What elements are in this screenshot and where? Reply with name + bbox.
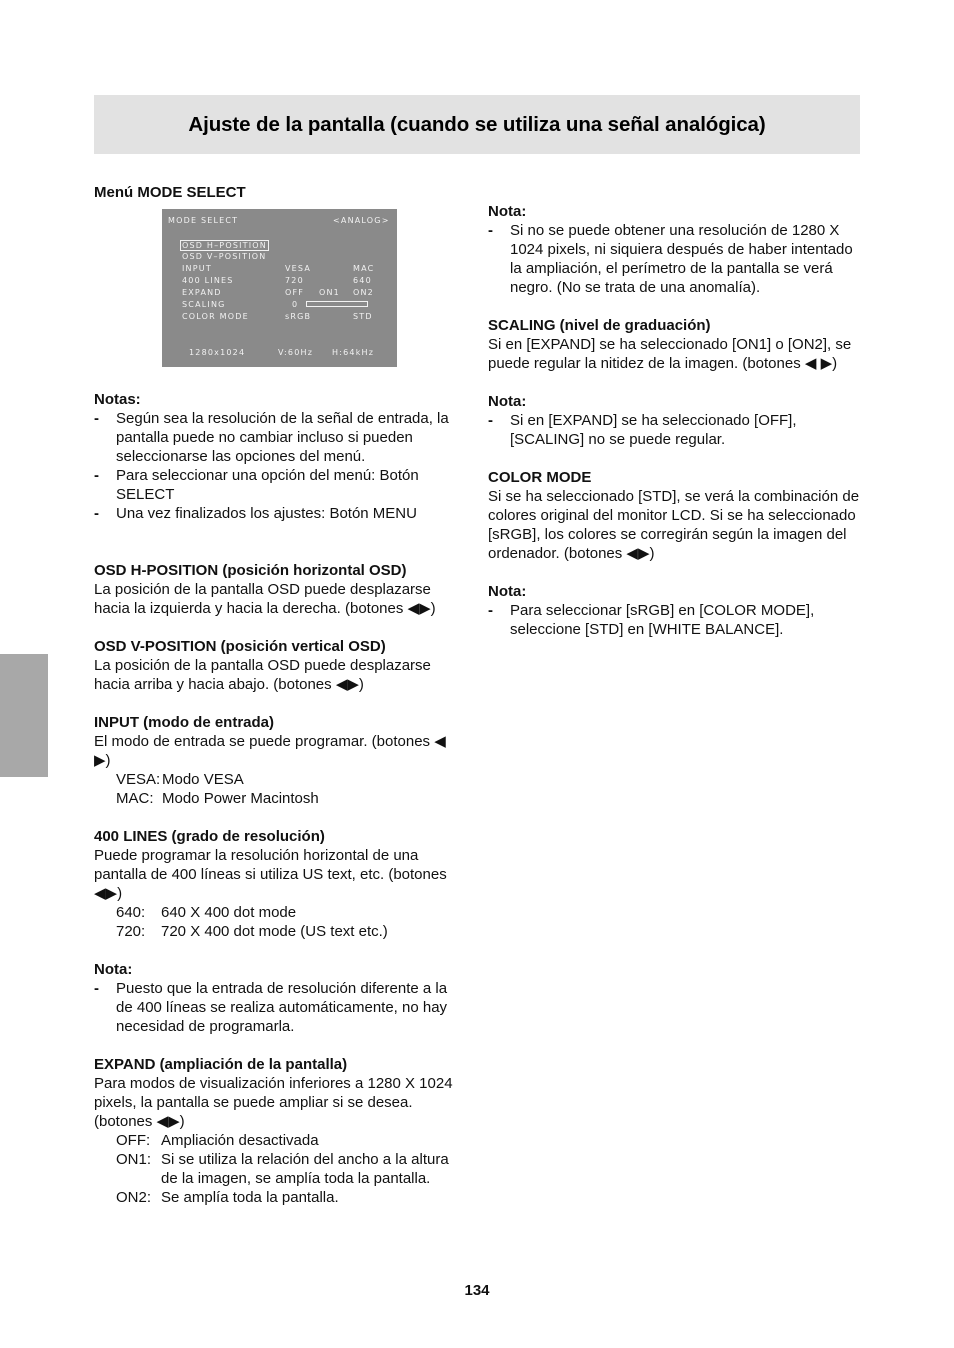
osd-value: 720 [285,276,304,285]
list-item: - Para seleccionar una opción del menú: Botón SELECT [94,467,419,503]
list-item: - Según sea la resolución de la señal de entrada, la pantalla puede no cambiar incluso si pueden seleccionarse las opciones del menú. [94,410,449,465]
color-mode-heading: COLOR MODE [488,469,592,486]
osd-value: VESA [285,264,312,273]
definition-row: ON1: Si se utiliza la relación del ancho a la altura de la imagen, se amplía toda la pantalla. [116,1151,449,1187]
title-bar [94,95,860,154]
osd-item: INPUT [182,264,212,273]
osd-footer-resolution: 1280x1024 [189,348,246,357]
osd-item: SCALING [182,300,226,309]
list-item: - Una vez finalizados los ajustes: Botón MENU [94,505,417,522]
nota-heading: Nota: [488,583,527,600]
osd-item: OSD V–POSITION [182,252,267,261]
scaling-text: Si en [EXPAND] se ha seleccionado [ON1] o [ON2], se puede regular la nitidez de la imagen. (botones ◀ ▶) [488,336,852,372]
osd-v-heading: OSD V-POSITION (posición vertical OSD) [94,638,386,655]
list-item: - Para seleccionar [sRGB] en [COLOR MODE], seleccione [STD] en [WHITE BALANCE]. [488,602,815,638]
osd-footer-vfreq: V:60Hz [278,348,314,357]
list-item: - Puesto que la entrada de resolución diferente a la de 400 líneas se realiza automáticamente, no hay necesidad de programarla. [94,980,448,1035]
input-heading: INPUT (modo de entrada) [94,714,275,731]
section-tab [0,654,48,777]
page-number: 134 [464,1282,490,1299]
osd-menu-image [162,209,397,367]
osd-item: COLOR MODE [182,312,249,321]
expand-heading: EXPAND (ampliación de la pantalla) [94,1056,348,1073]
definition-row: ON2: Se amplía toda la pantalla. [116,1189,339,1206]
definition-row: MAC: Modo Power Macintosh [116,790,319,807]
osd-value: 0 [292,300,299,309]
osd-value: STD [353,312,373,321]
osd-item-selected: OSD H–POSITION [182,241,267,250]
osd-footer-hfreq: H:64kHz [332,348,375,357]
osd-value: 640 [353,276,372,285]
scaling-heading: SCALING (nivel de graduación) [488,317,711,334]
osd-header-right: <ANALOG> [333,216,390,225]
osd-item: 400 LINES [182,276,234,285]
definition-row: 640: 640 X 400 dot mode [116,904,297,921]
osd-scaling-bar [306,301,368,307]
lines-text: Puede programar la resolución horizontal de una pantalla de 400 líneas si utiliza US text, etc. (botones ◀▶) [94,847,447,902]
nota-heading: Nota: [94,961,133,978]
color-mode-text: Si se ha seleccionado [STD], se verá la combinación de colores original del monitor LCD. Si se ha seleccionado [sRGB], los colores se corregirán según la imagen del ordenador. (botones ◀▶) [488,488,860,562]
notas-heading: Notas: [94,391,141,408]
list-item: - Si no se puede obtener una resolución de 1280 X 1024 pixels, ni siquiera después de haber intentado la ampliación, el perímetro de la pantalla se verá negro. (No se trata de una anomalía). [488,222,853,296]
right-column [488,202,862,639]
list-item: - Si en [EXPAND] se ha seleccionado [OFF], [SCALING] no se puede regular. [488,412,797,448]
osd-h-heading: OSD H-POSITION (posición horizontal OSD) [94,562,407,579]
nota-heading: Nota: [488,393,527,410]
osd-value: OFF [285,288,305,297]
menu-heading: Menú MODE SELECT [94,184,246,201]
osd-value: sRGB [285,312,312,321]
definition-row: VESA: Modo VESA [116,771,244,788]
nota-heading: Nota: [488,203,527,220]
page-title: Ajuste de la pantalla (cuando se utiliza una señal analógica) [188,113,766,136]
left-column [94,183,466,1207]
definition-row: 720: 720 X 400 dot mode (US text etc.) [116,923,388,940]
osd-value: ON2 [353,288,374,297]
expand-text: Para modos de visualización inferiores a 1280 X 1024 pixels, la pantalla se puede ampliar si se desea. (botones ◀▶) [94,1075,453,1130]
osd-item: EXPAND [182,288,222,297]
input-text: El modo de entrada se puede programar. (botones ◀ ▶) [94,733,446,769]
osd-v-text: La posición de la pantalla OSD puede desplazarse hacia arriba y hacia abajo. (botones ◀▶) [94,657,431,693]
definition-row: OFF: Ampliación desactivada [116,1132,319,1149]
osd-header-left: MODE SELECT [168,216,239,225]
osd-value: ON1 [319,288,340,297]
osd-h-text: La posición de la pantalla OSD puede desplazarse hacia la izquierda y hacia la derecha. (botones ◀▶) [94,581,436,617]
lines-heading: 400 LINES (grado de resolución) [94,828,325,845]
osd-value: MAC [353,264,375,273]
